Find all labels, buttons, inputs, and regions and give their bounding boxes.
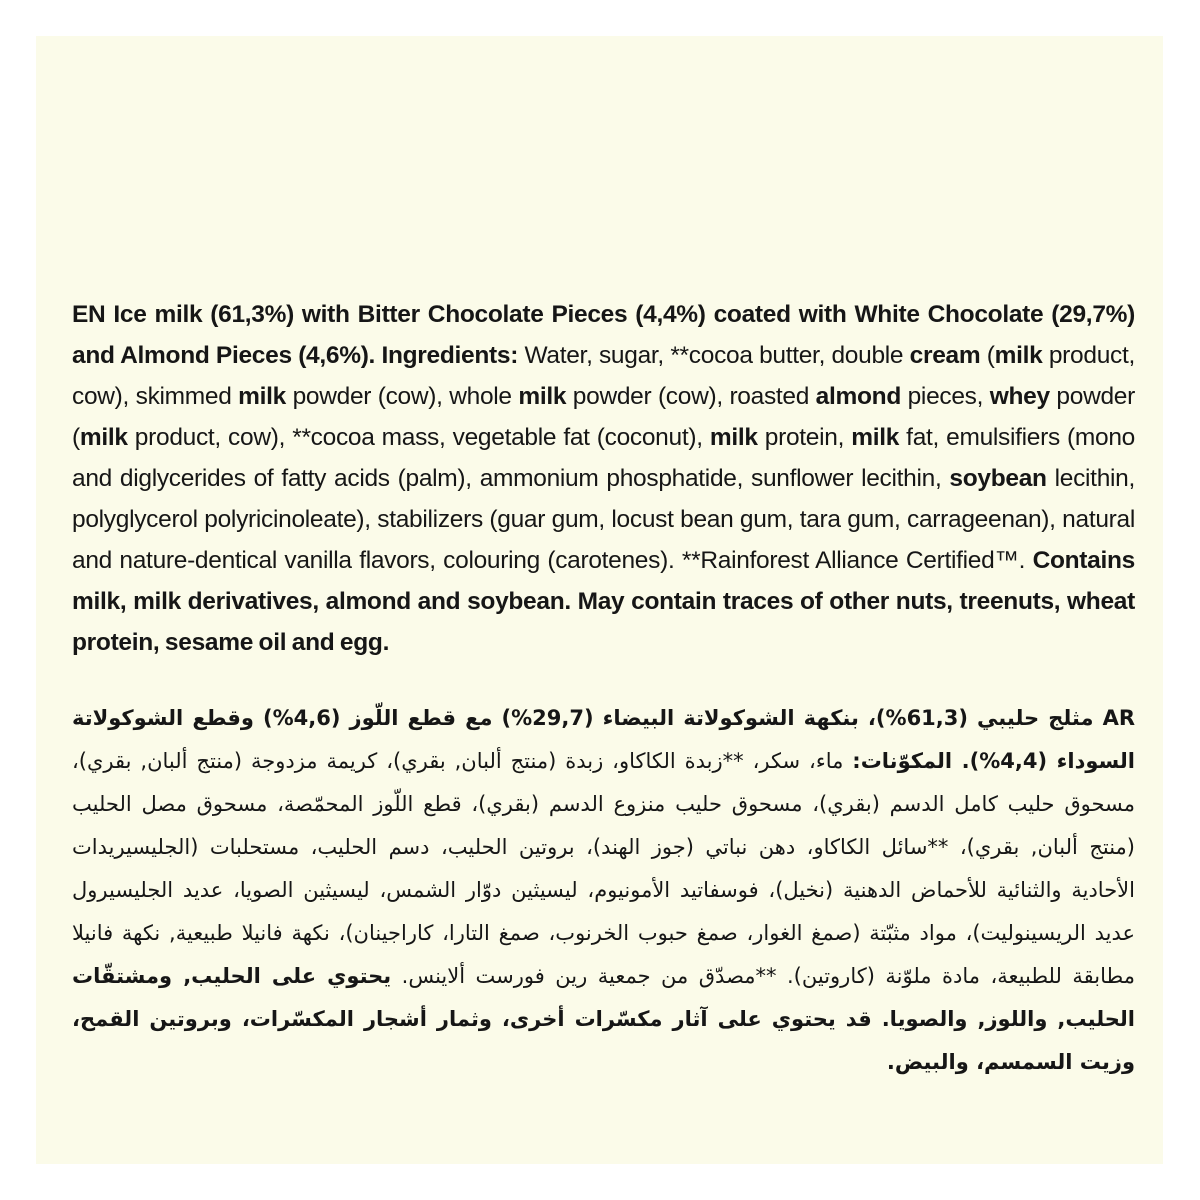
text-segment: milk — [709, 424, 758, 451]
text-segment: product, cow), **cocoa mass, vegetable fat (coconut), — [127, 424, 710, 451]
text-segment: AR مثلج حليبي (61,3%)، بنكهة الشوكولاتة البيضاء (29,7%) مع قطع اللّوز (4,6%) وقطع الشوكولاتة السوداء (4,4%). المكوّنات: — [72, 706, 1136, 773]
text-segment: ماء، سكر، **زبدة الكاكاو، زبدة (منتج ألبان, بقري)، كريمة مزدوجة (منتج ألبان, بقري)، مسحوق حليب كامل الدسم (بقري)، مسحوق حليب منزوع الدسم (بقري)، قطع اللّوز المحمّصة، مسحوق مصل الحليب (منتج ألبان, بقري)، **سائل الكاكاو، دهن نباتي (جوز الهند)، بروتين الحليب، دسم الحليب، مستحلبات (الجليسيريدات الأحادية والثنائية للأحماض الدهنية (نخيل)، فوسفاتيد الأمونيوم، ليسيثين دوّار الشمس، ليسيثين الصويا، عديد الجليسيرول عديد الريسينوليت)، مواد مثبّتة (صمغ الغوار، صمغ حبوب الخرنوب، صمغ التارا، كاراجينان)، نكهة فانيلا طبيعية, نكهة فانيلا مطابقة للطبيعة، مادة ملوّنة (كاروتين). **مصدّق من جمعية رين فورست ألاينس. — [72, 749, 1135, 988]
text-segment: Contains milk, milk derivatives, almond and soybean. May contain traces of other nuts, treenuts, wheat protein, sesame oil and egg. — [72, 547, 1135, 656]
text-segment: milk — [79, 424, 128, 451]
text-segment: fat, emulsifiers (mono and diglycerides of fatty acids (palm), ammonium phosphatide, sunflower lecithin, — [72, 424, 1135, 492]
text-segment: protein, — [757, 424, 852, 451]
ingredients-text-block — [72, 294, 1135, 1084]
text-segment: milk — [851, 424, 900, 451]
text-segment: milk — [518, 383, 567, 410]
text-segment: milk — [238, 383, 286, 410]
text-segment: EN Ice milk (61,3%) with Bitter Chocolate Pieces (4,4%) coated with White Chocolate (29,7%) and Almond Pieces (4,6%). Ingredients: — [72, 301, 1135, 369]
text-segment: powder (cow), roasted — [566, 383, 816, 410]
text-segment: cream — [909, 342, 981, 369]
text-segment: ( — [980, 342, 995, 369]
text-segment: Water, sugar, **cocoa butter, double — [518, 342, 910, 369]
text-segment: almond — [815, 383, 901, 410]
text-segment: powder ( — [72, 383, 1135, 451]
text-segment: product, cow), skimmed — [72, 342, 1135, 410]
text-segment: pieces, — [901, 383, 990, 410]
text-segment: powder (cow), whole — [285, 383, 519, 410]
text-segment: whey — [989, 383, 1050, 410]
ingredients-paragraph-ar — [72, 697, 1135, 1084]
text-segment: soybean — [949, 465, 1047, 492]
text-segment: milk — [994, 342, 1043, 369]
label-panel — [36, 36, 1163, 1164]
ingredients-paragraph-en — [72, 294, 1135, 663]
text-segment: lecithin, polyglycerol polyricinoleate), stabilizers (guar gum, locust bean gum, tara gum, carrageenan), natural and nature-dentical vanilla flavors, colouring (carotenes). **Rainforest Alliance Certified™. — [72, 465, 1135, 574]
text-segment: يحتوي على الحليب, ومشتقّات الحليب, واللوز, والصويا. قد يحتوي على آثار مكسّرات أخرى، وثمار أشجار المكسّرات، وبروتين القمح، وزيت السمسم، والبيض. — [72, 964, 1135, 1074]
